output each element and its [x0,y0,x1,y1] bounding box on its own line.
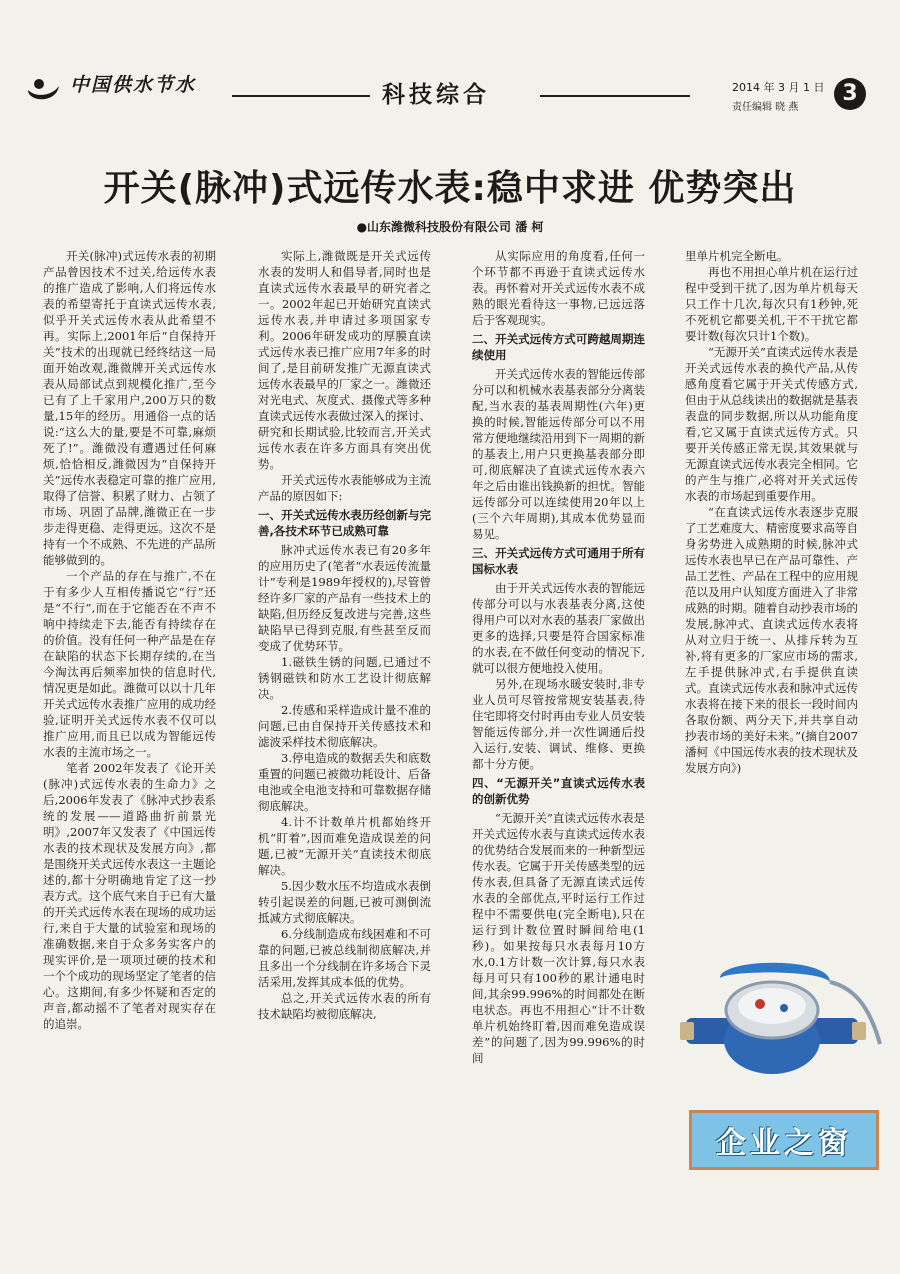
masthead-rule-left [232,95,370,97]
paragraph: 3.停电造成的数据丢失和底数重置的问题已被微功耗设计、后备电池或全电池支持和可靠数据存储彻底解决。 [258,751,431,813]
paragraph: 再也不用担心单片机在运行过程中受到干扰了,因为单片机每天只工作十几次,每次只有1秒钟,死不死机它都要关机,干不干扰它都要计数(每次只计1个数)。 [685,265,858,343]
subheading: 二、开关式远传方式可跨越周期连续使用 [472,332,645,362]
paragraph: 另外,在现场水暖安装时,非专业人员可尽管按常规安装基表,待住宅即将交付时再由专业人员安装智能远传部分,并一次性调通后投入运行,安装、调试、维修、更换都十分方便。 [472,677,645,771]
article-column-4 [685,248,858,948]
paragraph: 1.磁铁生锈的问题,已通过不锈钢磁铁和防水工艺设计彻底解决。 [258,655,431,701]
paragraph: 一个产品的存在与推广,不在于有多少人互相传播说它“行”还是“不行”,而在于它能否在不声不响中持续走下去,能否有持续存在的价值。没有任何一种产品是在存在缺陷的状态下长期存续的,在当今淘汰再后频率加快的信息时代,情况更是如此。潍微可以以十几年开关式远传水表推广应用的成功经验,证明开关式远传水表不仅可以推广应用,而且已以成为智能远传水表的主流市场之一。 [43,569,216,759]
subheading: 四、“无源开关”直读式远传水表的创新优势 [472,776,645,806]
masthead-rule-right [540,95,690,97]
paragraph: 笔者 2002年发表了《论开关(脉冲)式远传水表的生命力》之后,2006年发表了《脉冲式抄表系统的发展——道路曲折前景光明》,2007年又发表了《中国远传水表的技术现状及发展方向》,都是围绕开关式远传水表这一主题论述的,都十分明确地肯定了这一抄表方式。这个底气来自于已有大量的开关式远传水表在现场的成功运行,来自于大量的试验室和现场的准确数据,来自于众多务实客户的现实评价,是一项项过硬的技术和一个个成功的现场坚定了笔者的信心。这期间,有多少怀疑和否定的声音,都动摇不了笔者对现实存在的追崇。 [43,761,216,1031]
article-headline: 开关(脉冲)式远传水表:稳中求进 优势突出 [103,168,797,209]
paragraph: 2.传感和采样造成计量不准的问题,已由自保持开关传感技术和滤波采样技术彻底解决。 [258,703,431,749]
paragraph: 由于开关式远传水表的智能远传部分可以与水表基表分离,这使得用户可以对水表的基表厂家做出更多的选择,只要是符合国家标准的水表,在不做任何变动的情况下,就可以很方便地投入使用。 [472,581,645,675]
water-meter-photo [680,948,885,1086]
paper-name: 中国供水节水 [70,74,197,96]
editor-credit: 责任编辑 晓 燕 [732,102,799,113]
paragraph: 脉冲式远传水表已有20多年的应用历史了(笔者“水表远传流量计”专利是1989年授权的),尽管曾经许多厂家的产品有一些技术上的缺陷,但历经反复改进与完善,这些缺陷早已得到克服,有些甚至反而变成了优势环节。 [258,543,431,653]
paragraph: 6.分线制造成布线困难和不可靠的问题,已被总线制彻底解决,并且多出一个分线制在许多场合下灵活采用,发挥其成本低的优势。 [258,927,431,989]
article-column-1 [43,248,216,1203]
issue-date: 2014 年 3 月 1 日 [732,81,825,94]
paragraph: 实际上,潍微既是开关式远传水表的发明人和倡导者,同时也是直读式远传水表最早的研究者之一。2002年起已开始研究直读式远传水表,并申请过多项国家专利。2006年研发成功的厚膜直读式远传水表已推广应用7年多的时间了,是目前研发推广无源直读式远传水表最早的厂家之一。潍微还对光电式、灰度式、摄像式等多种直读式远传水表做过深入的探讨、研究和长期试验,比较而言,开关式远传水表在许多方面具有突出优势。 [258,249,431,471]
paragraph: “无源开关”直读式远传水表是开关式远传水表的换代产品,从传感角度看它属于开关式传感方式,但由于从总线读出的数据就是基表表盘的同步数据,所以从功能角度看,它又属于直读式远传方式。只要开关传感正常无误,其效果就与无源直读式远传水表完全相同。它的产生与推广,必将对开关式远传水表的市场起到重要作用。 [685,345,858,503]
paragraph: 5.因少数水压不均造成水表倒转引起误差的问题,已被可测倒流抵减方式彻底解决。 [258,879,431,925]
article-byline: ●山东潍微科技股份有限公司 潘 柯 [356,220,544,234]
paragraph: 开关(脉冲)式远传水表的初期产品曾因技术不过关,给远传水表的推广造成了影响,人们将远传水表的希望寄托于直读式远传水表,似乎开关式远传水表从此希望不再。实际上,2001年后“自保持开关”技术的出现就已经终结这一局面开始改观,潍微牌开关式远传水表从局部试点到规模化推广,至今已有了上千家用户,200万只的数量,15年的经历。用通俗一点的话说:“这么大的量,要是不可靠,麻烦死了!”。潍微没有遭遇过任何麻烦,恰恰相反,潍微因为“自保持开关”远传水表稳定可靠的推广应用,取得了信誉、积累了财力、占领了市场、巩固了品牌,潍微正在一步步走得更稳、走得更远。这次不是持有一个不成熟、不先进的产品所能够做到的。 [43,249,216,567]
paragraph: “在直读式远传水表逐步克服了工艺难度大、精密度要求高等自身劣势进入成熟期的时候,脉冲式远传水表也早已在产品可靠性、产品工艺性、产品在工程中的应用规范以及用户认知度方面进入了非常成熟的时期。随着自动抄表市场的发展,脉冲式、直读式远传水表将从对立归于统一、从排斥转为互补,将有更多的厂家应市场的需求,左手提供脉冲式,右手提供直读式。直读式远传水表和脉冲式远传水表将在接下来的很长一段时间内各取份额、两分天下,并共享自动抄表市场的美好未来。”(摘自2007潘柯《中国远传水表的技术现状及发展方向》) [685,505,858,775]
paragraph: 开关式远传水表能够成为主流产品的原因如下: [258,473,431,503]
paragraph: 4.计不计数单片机都始终开机“盯着”,因而难免造成误差的问题,已被“无源开关”直读技术彻底解决。 [258,815,431,877]
article-column-3 [472,248,645,1203]
paragraph: “无源开关”直读式远传水表是开关式远传水表与直读式远传水表的优势结合发展而来的一种新型远传水表。它属于开关传感类型的远传水表,但具备了无源直读式远传水表的全部优点,平时运行工作过程中不需要供电(完全断电),只在运行到计数位置时瞬间给电(1秒)。如果按每只水表每月10方水,0.1方计数一次计算,每只水表每月可只有100秒的累计通电时间,其余99.996%的时间都处在断电状态。再也不用担心“计不计数单片机始终盯着,因而难免造成误差”的问题了,因为99.996%的时间 [472,811,645,1065]
enterprise-window-banner: 企业之窗 [689,1110,879,1170]
paragraph: 开关式远传水表的智能远传部分可以和机械水表基表部分分离装配,当水表的基表周期性(六年)更换的时候,智能远传部分可以不用常方便地继续沿用到下一周期的新的基表上,用户只更换基表部分即可,彻底解决了直读式远传水表六年之后由谁出钱换新的担忧。智能远传部分可以连续使用20年以上(三个六年周期),其成本优势显而易见。 [472,367,645,541]
section-title: 科技综合 [382,82,490,108]
article-column-2 [258,248,431,1203]
paragraph: 总之,开关式远传水表的所有技术缺陷均被彻底解决, [258,991,431,1021]
page-number-badge: 3 [834,78,866,110]
publication-logo [24,72,62,106]
subheading: 一、开关式远传水表历经创新与完善,各技术环节已成熟可靠 [258,508,431,538]
paragraph: 里单片机完全断电。 [685,249,789,263]
subheading: 三、开关式远传方式可通用于所有国标水表 [472,546,645,576]
paragraph: 从实际应用的角度看,任何一个环节都不再逊于直读式远传水表。再怀着对开关式远传水表不成熟的眼光看待这一事物,已远远落后于客观现实。 [472,249,645,327]
